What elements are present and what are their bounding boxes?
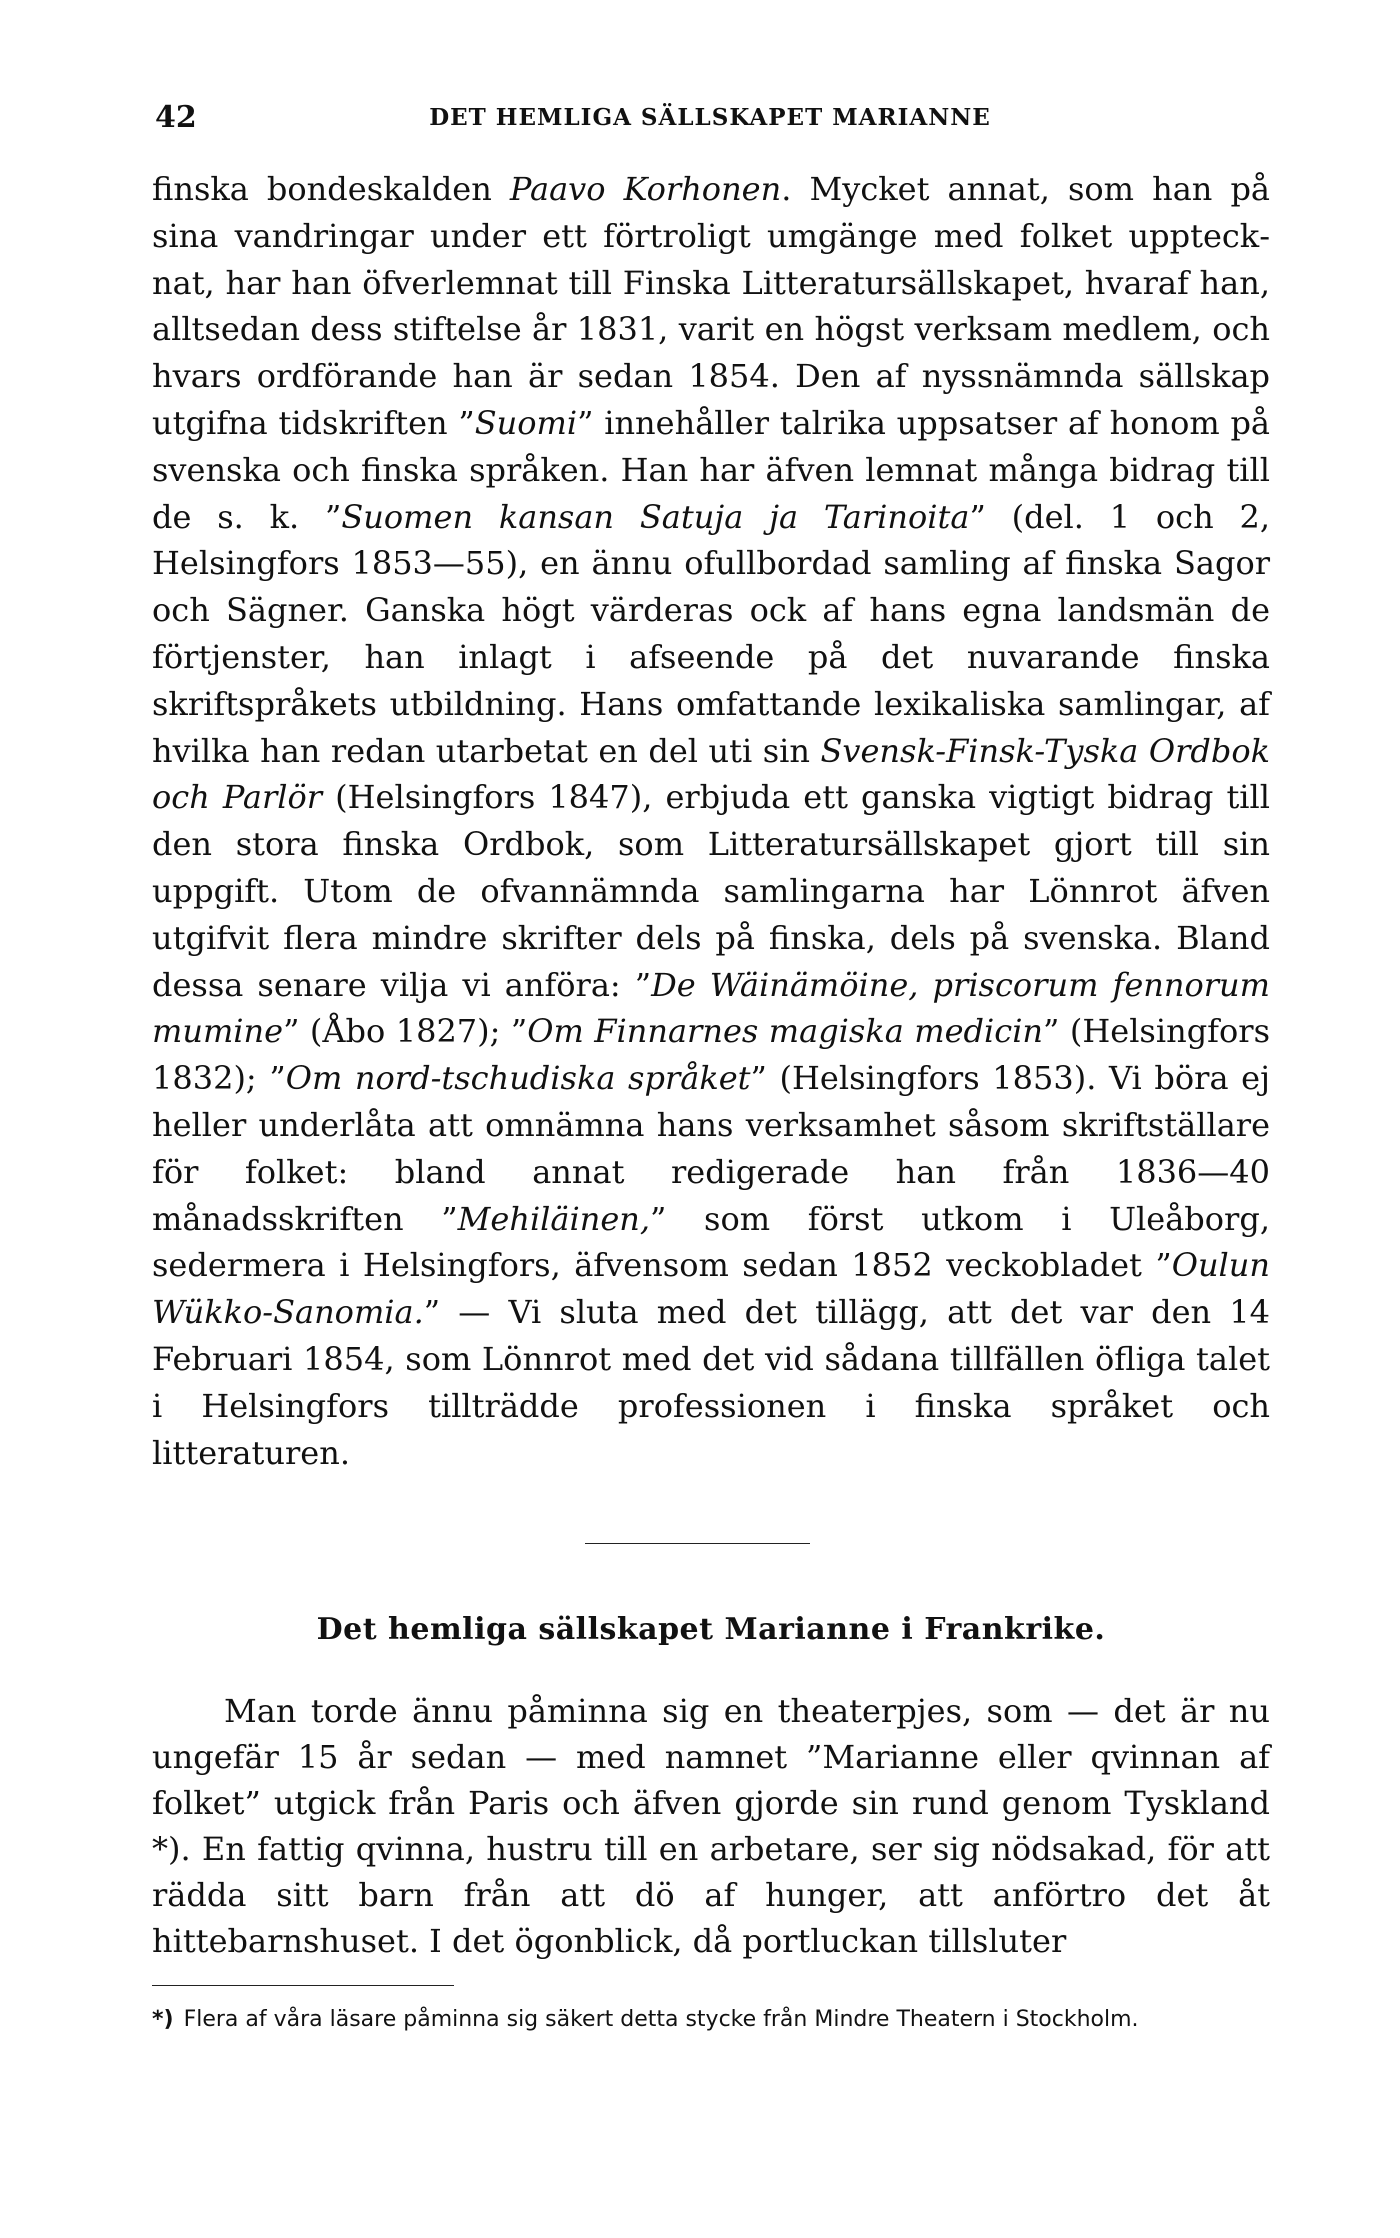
italic-title: Oulun Wükko-Sanomia. (152, 1246, 1270, 1332)
footnote-rule (152, 1985, 454, 1986)
italic-title: Mehiläinen, (457, 1199, 651, 1238)
section-text (152, 1688, 1270, 1964)
section-divider (585, 1543, 810, 1544)
text-run: ” (Helsingfors 1832); ” (152, 1012, 1270, 1098)
text-run: ” (del. 1 och 2, Helsingfors 1853—55), en ännu ofullbordad samling af finska Sagor och Sägner. Ganska högt värderas ock af hans egna landsmän de förtjenster, han inlagt i afseende på det nuvarande finska skriftspråkets utbildning. Hans omfattande lexikaliska samlingar, af hvilka han redan utarbetat en del uti sin (152, 497, 1271, 770)
italic-title: Suomi (474, 403, 578, 442)
footnote (152, 2004, 1270, 2036)
italic-title: Om Finnarnes magiska medicin (527, 1012, 1044, 1051)
text-run: ” (Åbo 1827); ” (283, 1012, 528, 1051)
text-run: (Helsingfors 1847), erbjuda ett ganska vigtigt bidrag till den stora finska Ordbok, som Litteratursällskapet gjort till sin uppgift. Utom de ofvannämnda samlingarna har Lönnrot äfven utgifvit flera mindre skrifter dels på finska, dels på svenska. Bland dessa senare vilja vi anföra: ” (152, 778, 1271, 1004)
running-title: DET HEMLIGA SÄLLSKAPET MARIANNE (429, 104, 991, 131)
paragraph: Man torde ännu påminna sig en theaterpjes, som — det är nu ungefär 15 år sedan — med namnet ”Marianne eller qvinnan af folket” utgick från Paris och äfven gjorde sin rund genom Tyskland *). En fattig qvinna, hustru till en arbetare, ser sig nödsakad, för att rädda sitt barn från att dö af hunger, att anförtro det åt hittebarnshuset. I det ögonblick, då portluckan tillsluter (152, 1692, 1270, 1960)
italic-title: Svensk-Finsk-Tyska Ordbok och Parlör (152, 731, 1271, 817)
text-run: ” innehåller talrika uppsatser af honom på svenska och finska språken. Han har äfven lemnat många bidrag till de s. k. ” (152, 403, 1271, 536)
text-run: finska bondeskalden (152, 170, 510, 208)
text-run: ” — Vi sluta med det tillägg, att det var den 14 Februari 1854, som Lönnrot med det vid sådana tillfällen öfliga talet i Helsingfors tillträdde professionen i finska språket och litteraturen. (152, 1293, 1270, 1472)
italic-title: De Wäinämöine, priscorum fennorum mumine (152, 965, 1271, 1051)
section-heading: Det hemliga sällskapet Marianne i Frankrike. (316, 1612, 1106, 1647)
body-text (152, 166, 1270, 1476)
footnote-mark: *) (152, 2007, 174, 2032)
italic-title: Suomen kansan Satuja ja Tarinoita (341, 497, 970, 536)
text-run: ” (Helsingfors 1853). Vi böra ej heller underlåta att omnämna hans verksamhet såsom skriftställare för folket: bland annat redigerade han från 1836—40 månadsskriften ” (152, 1059, 1271, 1238)
italic-title: Paavo Korhonen (509, 170, 782, 208)
italic-title: Om nord-tschudiska språket (285, 1059, 751, 1098)
page-header (155, 100, 1265, 140)
text-run: . Mycket annat, som han på sina vandringar under ett förtroligt umgänge med folket upptecknat, har han öfverlemnat till Finska Litteratursällskapet, hvaraf han, alltsedan dess stiftelse år 1831, varit en högst verksam medlem, och hvars ordförande han är sedan 1854. Den af nyssnämnda sällskap utgifna tidskriften ” (152, 170, 1271, 442)
paragraph (152, 166, 1270, 1476)
text-run: ” som först utkom i Uleåborg, sedermera i Helsingfors, äfvensom sedan 1852 veckobladet ” (152, 1199, 1271, 1285)
footnote-text: Flera af våra läsare påminna sig säkert detta stycke från Mindre Theatern i Stockholm. (183, 2007, 1139, 2032)
page-number: 42 (155, 100, 197, 135)
